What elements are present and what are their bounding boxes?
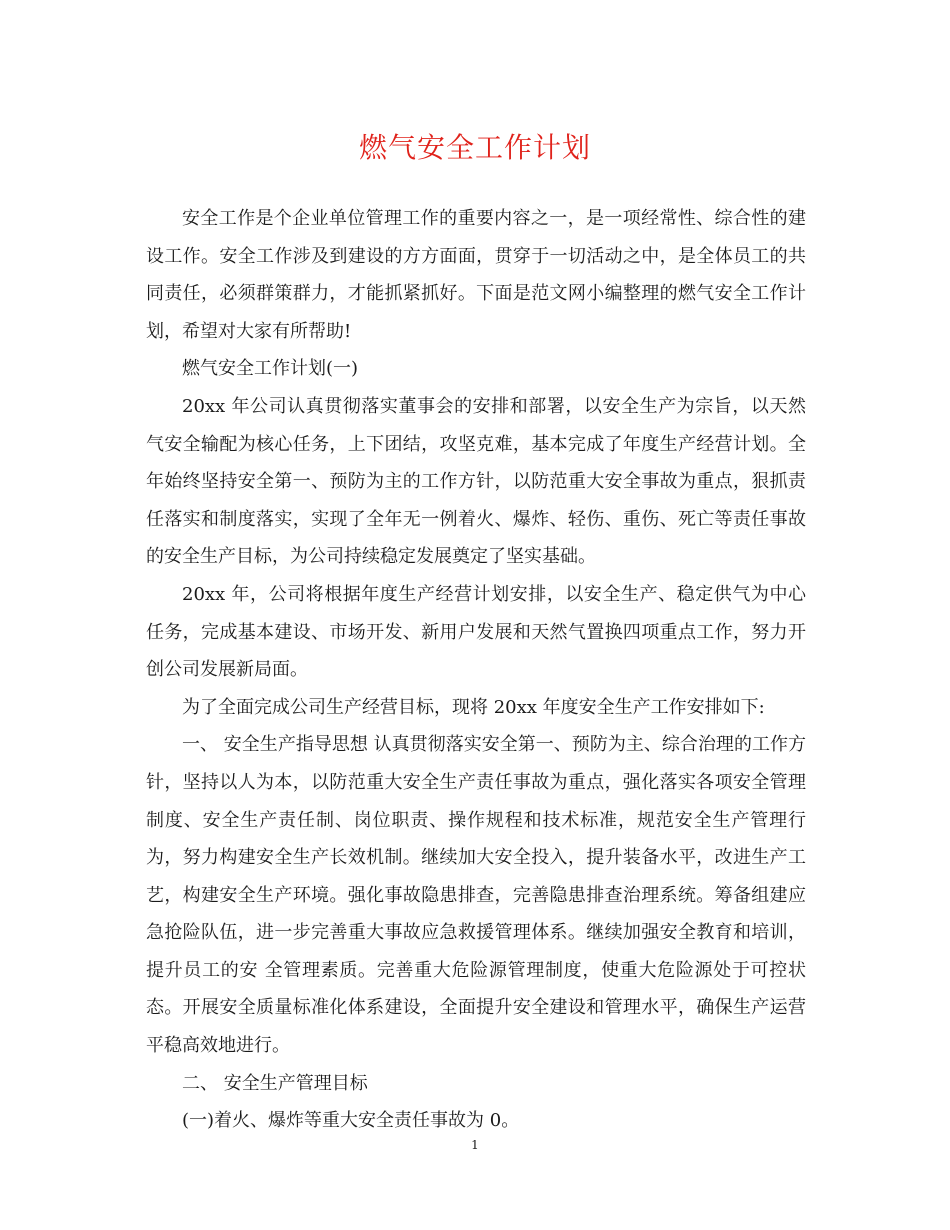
document-body bbox=[146, 200, 806, 1140]
page-number: 1 bbox=[471, 1138, 479, 1152]
paragraph-arrangement: 为了全面完成公司生产经营目标，现将 20xx 年度安全生产工作安排如下: bbox=[182, 696, 765, 718]
paragraph-section-heading: 燃气安全工作计划(一) bbox=[182, 358, 359, 380]
paragraph-review: 20xx 年公司认真贯彻落实董事会的安排和部署，以安全生产为宗旨，以天然气安全输配为核心任务，上下团结，攻坚克难，基本完成了年度生产经营计划。全年始终坚持安全第一、预防为主的工作方针，以防范重大安全事故为重点，狠抓责任落实和制度落实，实现了全年无一例着火、爆炸、轻伤、重伤、死亡等责任事故的安全生产目标，为公司持续稳定发展奠定了坚实基础。 bbox=[146, 395, 806, 568]
paragraph-intro: 安全工作是个企业单位管理工作的重要内容之一，是一项经常性、综合性的建设工作。安全工作涉及到建设的方方面面，贯穿于一切活动之中，是全体员工的共同责任，必须群策群力，才能抓紧抓好。下面是范文网小编整理的燃气安全工作计划，希望对大家有所帮助! bbox=[146, 208, 806, 342]
paragraph-guiding-ideology: 一、 安全生产指导思想 认真贯彻落实安全第一、预防为主、综合治理的工作方针，坚持以人为本，以防范重大安全生产责任事故为重点，强化落实各项安全管理制度、安全生产责任制、岗位职责、操作规程和技术标准，规范安全生产管理行为，努力构建安全生产长效机制。继续加大安全投入，提升装备水平，改进生产工艺，构建安全生产环境。强化事故隐患排查，完善隐患排查治理系统。筹备组建应急抢险队伍，进一步完善重大事故应急救援管理体系。继续加强安全教育和培训，提升员工的安 全管理素质。完善重大危险源管理制度，使重大危险源处于可控状态。开展安全质量标准化体系建设，全面提升安全建设和管理水平，确保生产运营平稳高效地进行。 bbox=[146, 734, 806, 1057]
document-title: 燃气安全工作计划 bbox=[358, 131, 591, 164]
paragraph-plan: 20xx 年，公司将根据年度生产经营计划安排，以安全生产、稳定供气为中心任务，完成基本建设、市场开发、新用户发展和天然气置换四项重点工作，努力开创公司发展新局面。 bbox=[146, 583, 806, 681]
paragraph-management-goals: 二、 安全生产管理目标 bbox=[182, 1072, 368, 1094]
paragraph-goal-one: (一)着火、爆炸等重大安全责任事故为 0。 bbox=[182, 1110, 520, 1132]
